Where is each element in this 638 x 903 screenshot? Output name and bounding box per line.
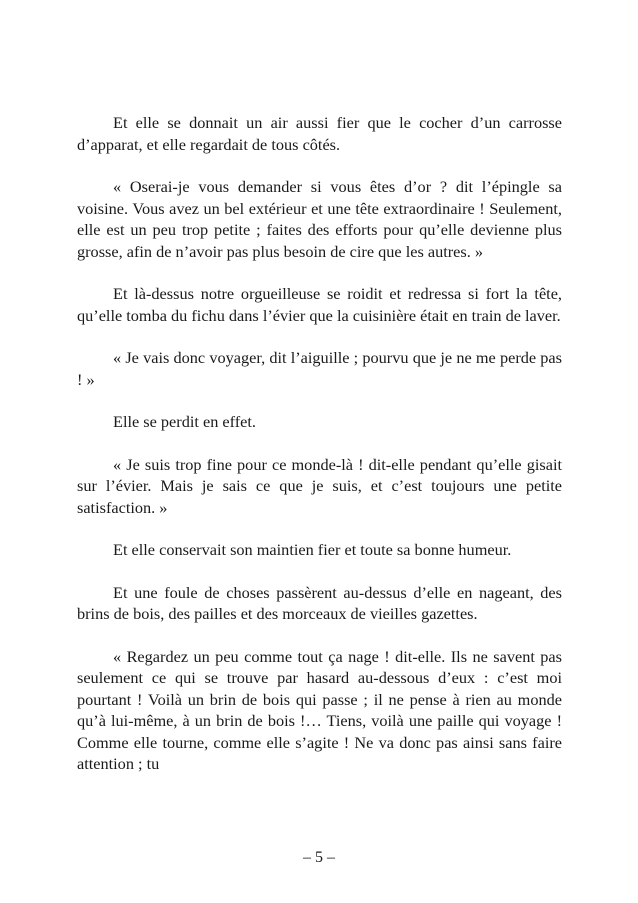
paragraph-1: Et elle se donnait un air aussi fier que le cocher d’un carrosse d’apparat, et elle regardait de tous côtés. — [77, 113, 562, 154]
body-text — [77, 112, 562, 796]
paragraph-7: Et elle conservait son maintien fier et toute sa bonne humeur. — [113, 540, 512, 559]
paragraph-2: « Oserai-je vous demander si vous êtes d’or ? dit l’épingle sa voisine. Vous avez un bel extérieur et une tête extraordinaire ! Seulement, elle est un peu trop petite ; faites des efforts pour qu’elle devienne plus grosse, afin de n’avoir pas plus besoin de cire que les autres. » — [77, 177, 562, 261]
paragraph-3: Et là-dessus notre orgueilleuse se roidit et redressa si fort la tête, qu’elle tomba du fichu dans l’évier que la cuisinière était en train de laver. — [77, 284, 562, 325]
page-number: – 5 – — [303, 849, 335, 866]
paragraph-6: « Je suis trop fine pour ce monde-là ! dit-elle pendant qu’elle gisait sur l’évier. Mais je sais ce que je suis, et c’est toujours une petite satisfaction. » — [77, 454, 562, 517]
paragraph-5: Elle se perdit en effet. — [113, 412, 257, 431]
paragraph-9: « Regardez un peu comme tout ça nage ! dit-elle. Ils ne savent pas seulement ce qui se trouve par hasard au-dessous d’eux : c’est moi pourtant ! Voilà un brin de bois qui passe ; il ne pense à rien au monde qu’à lui-même, à un brin de bois !… Tiens, voilà une paille qui voyage ! Comme elle tourne, comme elle s’agite ! Ne va donc pas ainsi sans faire attention ; tu — [77, 646, 562, 773]
paragraph-4: « Je vais donc voyager, dit l’aiguille ; pourvu que je ne me perde pas ! » — [77, 348, 562, 389]
paragraph-8: Et une foule de choses passèrent au-dessus d’elle en nageant, des brins de bois, des pailles et des morceaux de vieilles gazettes. — [77, 582, 562, 623]
